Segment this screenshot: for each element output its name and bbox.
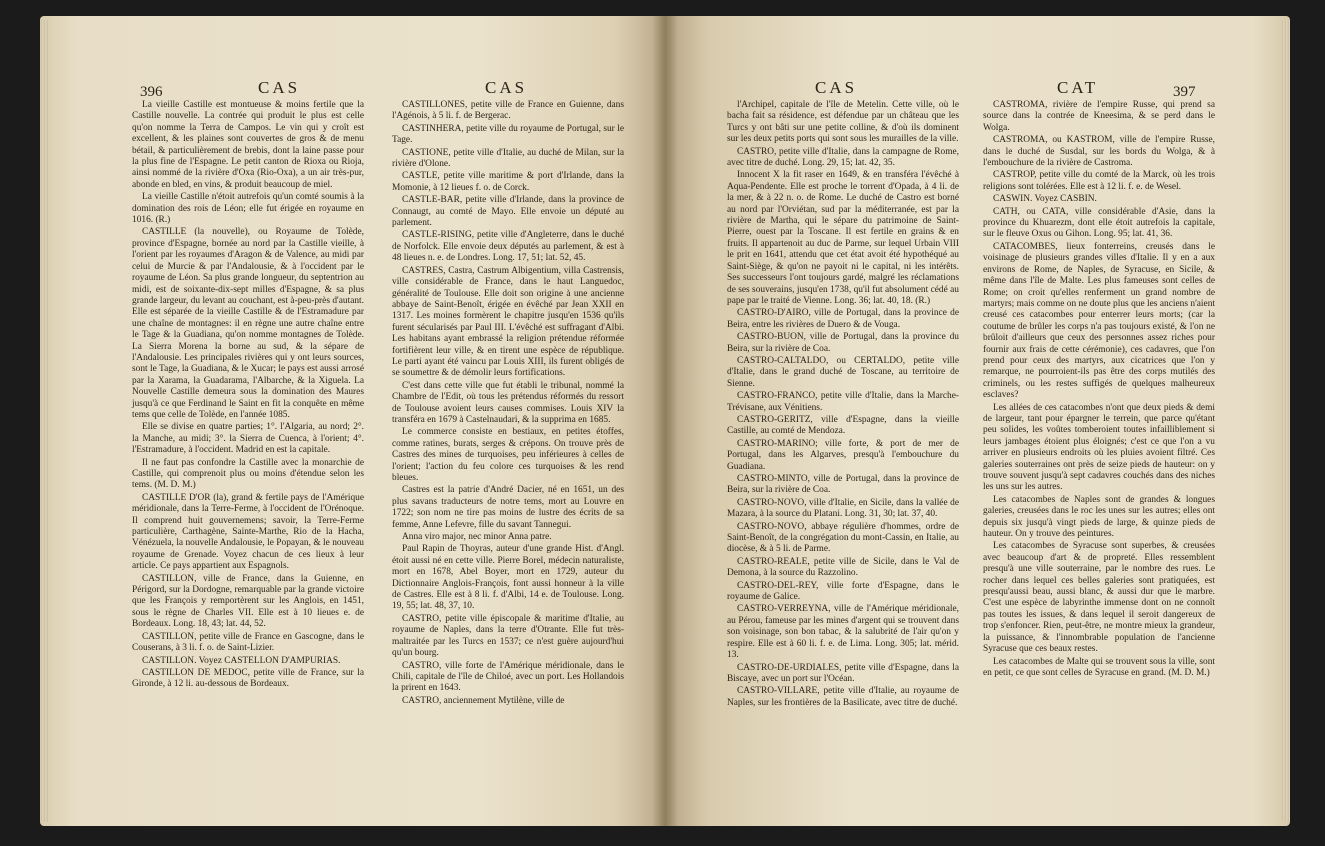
- entry-paragraph: Il ne faut pas confondre la Castille avec la monarchie de Castille, qui comprenoit plus ou moins d'étendue selon les tems. (M. D. M.): [132, 457, 364, 491]
- entry-paragraph: CASTILLE (la nouvelle), ou Royaume de Tolède, province d'Espagne, bornée au nord par la Castille vieille, à l'orient par les royaumes d'Aragon & de Valence, au midi par celui de Murcie & par l'Andalousie, & à l'occident par le royaume de Léon. Sa plus grande longueur, du septentrion au midi, est de soixante-dix-sept milles d'Espagne, & sa plus grande largeur, du levant au couchant, est à-peu-près d'autant. Elle est séparée de la vieille Castille & de l'Estramadure par une chaîne de montagnes: il en règne une autre chaîne entre le Tage & la Guadiana, qu'on nomme montagnes de Tolède. La Sierra Morena la borne au sud, & la sépare de l'Andalousie. Les principales rivières qui y ont leurs sources, sont le Tage, la Guadiana, & le Xucar; le pays est aussi arrosé par la Xarama, la Guadarama, l'Albarche, & la Xiguela. La Nouvelle Castille demeura sous la domination des Maures jusqu'à ce que Ferdinand le Saint en fit la conquête en même tems que celle de Tolède, en l'année 1085.: [132, 227, 364, 420]
- entry-paragraph: La vieille Castille est montueuse & moins fertile que la Castille nouvelle. La contrée qui produit le plus est celle qu'on nomme la Terra de Campos. Le vin qui y croît est excellent, & les plaines sont couvertes de gros & de menu bétail, & particulièrement de brebis, dont la laine passe pour la plus fine de l'Espagne. Le petit canton de Rioxa ou Rioja, ainsi nommé de la rivière d'Oxa (Rio-Oxa), a un air très-pur, abonde en bled, en vins, & produit beaucoup de miel.: [132, 100, 364, 190]
- entry-paragraph: CASTRO-DEL-REY, ville forte d'Espagne, dans le royaume de Galice.: [727, 580, 959, 603]
- entry-paragraph: CASTRO, anciennement Mytilène, ville de: [402, 695, 565, 706]
- entry-paragraph: CASTRO-GERITZ, ville d'Espagne, dans la vieille Castille, au comté de Mendoza.: [727, 414, 959, 437]
- entry-paragraph: CATH, ou CATA, ville considérable d'Asie, dans la province du Khuarezm, dont elle étoit autrefois la capitale, sur le fleuve Oxus ou Gihon. Long. 95; lat. 41, 36.: [983, 206, 1215, 240]
- entry-paragraph: CASTRO-NOVO, ville d'Italie, en Sicile, dans la vallée de Mazara, à la source du Platani. Long. 31, 30; lat. 37, 40.: [727, 497, 959, 520]
- entry-paragraph: Les catacombes de Syracuse sont superbes, & creusées avec beaucoup d'art & de propreté. Elles ressemblent presqu'à une ville souterraine, par le nombre des rues. Le rocher dans lequel ces belles galeries sont pratiquées, est presqu'aussi beau, aussi blanc, & aussi dur que le marbre. C'est une espèce de labyrinthe immense dont on ne connoît pas toutes les issues, & dans lequel il seroit dangereux de trop s'enfoncer. Rien, peut-être, ne montre mieux la grandeur, la puissance, & l'innombrable population de l'ancienne Syracuse que ces beaux restes.: [983, 541, 1215, 655]
- entry-paragraph: CASTRO-BUON, ville de Portugal, dans la province du Beira, sur la rivière de Coa.: [727, 332, 959, 354]
- right-header-col1: CAS: [815, 78, 858, 97]
- entry-paragraph: CASTRO, petite ville épiscopale & maritime d'Italie, au royaume de Naples, dans la terre d'Otrante. Elle fut très-maltraitée par les Turcs en 1537; ce n'est guère aujourd'hui qu'un bourg.: [392, 613, 624, 659]
- entry-paragraph: CASTRES, Castra, Castrum Albigentium, villa Castrensis, ville considérable de France, dans le haut Languedoc, généralité de Toulouse. Elle doit son origine à une ancienne abbaye de Saint-Benoît, érigée en évêché par Jean XXII en 1317. Les moines formèrent le chapitre jusqu'en 1536 qu'ils furent sécularisés par Paul III. L'évêché est suffragant d'Albi. Les habitans ayant embrassé la religion prétendue réformée fortifièrent leur ville, & en tirent une espèce de république. Le parti ayant été vaincu par Louis XIII, ils furent obligés de se soumettre & de démolir leurs fortifications.: [392, 265, 624, 379]
- entry-paragraph: CASTRO-CALTALDO, ou CERTALDO, petite ville d'Italie, dans le grand duché de Toscane, au territoire de Sienne.: [727, 355, 959, 389]
- entry-paragraph: Anna viro major, nec minor Anna patre.: [402, 532, 552, 543]
- right-column-1: [727, 100, 959, 710]
- entry-paragraph: CASTILLE D'OR (la), grand & fertile pays de l'Amérique méridionale, dans la Terre-Ferme, à l'occident de l'Orénoque. Il comprend huit gouvernemens; savoir, la Terre-Ferme particulière, Carthagène, Sainte-Marthe, Rio de la Hacha, Vénézuela, la nouvelle Andalousie, le Popayan, & le nouveau royaume de Grenade. Voyez chacun de ces lieux à leur article. Ce pays appartient aux Espagnols.: [132, 492, 364, 572]
- book-gutter: [652, 16, 678, 826]
- entry-paragraph: Les allées de ces catacombes n'ont que deux pieds & demi de largeur, tant pour épargner le terrein, que parce qu'étant peu solides, les voûtes tomberoient toutes infailliblement si leurs jambages étoient plus éloignés; c'est ce que l'on a vu arriver en plusieurs endroits où les pluies avoient filtré. Ces galeries souterraines ont près de seize pieds de hauteur: on y trouve souvent jusqu'à sept cadavres couchés dans des niches les uns sur les autres.: [983, 402, 1215, 493]
- entry-paragraph: CASTRO-MARINO; ville forte, & port de mer de Portugal, dans les Algarves, presqu'à l'embouchure du Guadiana.: [727, 438, 959, 472]
- right-page-number: 397: [1173, 84, 1196, 100]
- entry-paragraph: CASTRO, ville forte de l'Amérique méridionale, dans le Chili, capitale de l'île de Chiloé, avec un port. Les Hollandois la prirent en 1643.: [392, 660, 624, 694]
- entry-paragraph: CASTILLON DE MEDOC, petite ville de France, sur la Gironde, à 12 li. au-dessous de Bordeaux.: [132, 667, 364, 690]
- right-header-col2: CAT: [1057, 78, 1099, 97]
- entry-paragraph: CATACOMBES, lieux fonterreins, creusés dans le voisinage de plusieurs grandes villes d'Italie. Il y en a aux environs de Rome, de Naples, de Syracuse, en Sicile, & même dans l'île de Malte. Les plus fameuses sont celles de Rome; on croit qu'elles renferment un grand nombre de martyrs; mais comme on ne doute plus que les anciens n'aient creusé ces catacombes pour enterrer leurs morts; (car la coutume de brûler les corps n'a pas toujours existé, & l'on ne brûloit d'ailleurs que ceux des personnes assez riches pour fournir aux frais de cette cérémonie), ces cadavres, que l'on prend pour ceux des martyrs, aux cicatrices que l'on y remarque, ne pourroient-ils pas être des corps mutilés des criminels, ou les restes suffigés de quelques malheureux esclaves?: [983, 241, 1215, 401]
- entry-paragraph: CASTRO-MINTO, ville de Portugal, dans la province de Beira, sur la rivière de Coa.: [727, 474, 959, 496]
- entry-paragraph: CASTIONE, petite ville d'Italie, au duché de Milan, sur la rivière d'Olone.: [392, 147, 624, 170]
- entry-paragraph: CASTROMA, ou KASTROM, ville de l'empire Russe, dans le duché de Susdal, sur les bords du Wolga, & à l'embouchure de la rivière de Castroma.: [983, 135, 1215, 169]
- entry-paragraph: CASTILLON, ville de France, dans la Guienne, en Périgord, sur la Dordogne, remarquable par la grande victoire que les François y remportèrent sur les Anglois, en 1451, sous le règne de Charles VII. Elle est à 10 lieues e. de Bordeaux. Long. 18, 43; lat. 44, 52.: [132, 573, 364, 630]
- entry-paragraph: CASTRO, petite ville d'Italie, dans la campagne de Rome, avec titre de duché. Long. 29, 15; lat. 42, 35.: [727, 146, 959, 169]
- entry-paragraph: CASTLE, petite ville maritime & port d'Irlande, dans la Momonie, à 12 lieues f. o. de Corck.: [392, 171, 624, 193]
- entry-paragraph: CASTINHERA, petite ville du royaume de Portugal, sur le Tage.: [392, 123, 624, 146]
- left-page-edges: [40, 20, 48, 822]
- entry-paragraph: CASTLE-RISING, petite ville d'Angleterre, dans le duché de Norfolck. Elle envoie deux députés au parlement, & est à 48 lieues n. e. de Londres. Long. 17, 51; lat. 52, 45.: [392, 230, 624, 264]
- left-column-1: [132, 100, 364, 692]
- left-column-2: [392, 100, 624, 708]
- left-page: [40, 16, 665, 826]
- left-page-number: 396: [140, 84, 163, 100]
- entry-paragraph: CASTROP, petite ville du comté de la Marck, où les trois religions sont tolérées. Elle est à 12 li. f. e. de Wesel.: [983, 170, 1215, 192]
- entry-paragraph: CASTRO-D'AIRO, ville de Portugal, dans la province de Beira, entre les rivières de Duero & de Vouga.: [727, 308, 959, 330]
- entry-paragraph: C'est dans cette ville que fut établi le tribunal, nommé la Chambre de l'Edit, où tous les prétendus réformés du ressort de Toulouse avoient leurs causes commises. Louis XIV la transféra en 1679 à Castelnaudari, & la supprima en 1685.: [392, 380, 624, 425]
- entry-paragraph: Le commerce consiste en bestiaux, en petites étoffes, comme ratines, burats, serges & crépons. On trouve près de Castres des mines de turquoises, peu inférieures à celles de l'orient; l'action du feu colore ces turquoises & les rend bleues.: [392, 427, 624, 483]
- entry-paragraph: CASTRO-VERREYNA, ville de l'Amérique méridionale, au Pérou, fameuse par les mines d'argent qui se trouvent dans son voisinage, son bon tabac, & la salubrité de l'air qu'on y respire. Elle est à 60 li. f. e. de Lima. Long. 305; lat. mérid. 13.: [727, 604, 959, 661]
- entry-paragraph: Paul Rapin de Thoyras, auteur d'une grande Hist. d'Angl. étoit aussi né en cette ville. Pierre Borel, médecin naturaliste, mort en 1678, Abel Boyer, mort en 1729, auteur du Dictionnaire Anglois-François, font aussi honneur à la ville de Castres. Elle est à 8 li. f. d'Albi, 14 e. de Toulouse. Long. 19, 55; lat. 48, 37, 10.: [392, 544, 624, 612]
- entry-paragraph: Les catacombes de Malte qui se trouvent sous la ville, sont en petit, ce que sont celles de Syracuse en grand. (M. D. M.): [983, 656, 1215, 678]
- entry-paragraph: Castres est la patrie d'André Dacier, né en 1651, un des plus savans traducteurs de notre tems, mort au Louvre en 1722; son nom ne tire pas moins de lustre des écrits de sa femme, Anne Lefevre, fille du savant Tannegui.: [392, 485, 624, 530]
- entry-paragraph: CASTRO-DE-URDIALES, petite ville d'Espagne, dans la Biscaye, avec un port sur l'Océan.: [727, 662, 959, 684]
- right-column-2: [983, 100, 1215, 680]
- entry-paragraph: CASTILLON. Voyez CASTELLON D'AMPURIAS.: [142, 655, 341, 666]
- entry-paragraph: CASTRO-FRANCO, petite ville d'Italie, dans la Marche-Trévisane, aux Vénitiens.: [727, 391, 959, 413]
- entry-paragraph: Les catacombes de Naples sont de grandes & longues galeries, creusées dans le roc les unes sur les autres; elles ont depuis six jusqu'à vingt pieds de large, & quinze pieds de hauteur. On y trouve des peintures.: [983, 494, 1215, 540]
- entry-paragraph: CASTRO-VILLARE, petite ville d'Italie, au royaume de Naples, sur les frontières de la Basilicate, avec titre de duché.: [727, 686, 959, 708]
- entry-paragraph: CASTRO-REALE, petite ville de Sicile, dans le Val de Demona, à la source du Razzolino.: [727, 556, 959, 579]
- entry-paragraph: CASTROMA, rivière de l'empire Russe, qui prend sa source dans la contrée de Kneesima, & se perd dans le Wolga.: [983, 100, 1215, 133]
- right-page-edges: [1282, 20, 1290, 822]
- left-header-col2: CAS: [485, 78, 528, 97]
- entry-paragraph: La vieille Castille n'étoit autrefois qu'un comté soumis à la domination des rois de Léon; elle fut érigée en royaume en 1016. (R.): [132, 192, 364, 226]
- entry-paragraph: l'Archipel, capitale de l'île de Metelin. Cette ville, où le bacha fait sa résidence, est défendue par un château que les Turcs y ont bâti sur une petite colline, & d'où ils dominent sur les deux petits ports qui sont sous les murailles de la ville.: [727, 100, 959, 145]
- entry-paragraph: CASTLE-BAR, petite ville d'Irlande, dans la province de Connaugt, au comté de Mayo. Elle envoie un député au parlement.: [392, 195, 624, 229]
- entry-paragraph: Innocent X la fit raser en 1649, & en transféra l'évêché à Aqua-Pendente. Elle est proche le torrent d'Opada, à 4 li. de la mer, & à 22 n. o. de Rome. Le duché de Castro est borné au nord par l'Orviétan, sud par la méditerranée, est par la rivière de Martha, qui le sépare du patrimoine de Saint-Pierre, ouest par la Toscane. Il est fertile en grains & en fruits. Il appartenoit au duc de Parme, sur lequel Urbain VIII le prit en 1641, attendu que cet état avoit été hypothéqué au Saint-Siège, & qu'on ne payoit ni le capital, ni les intérêts. Ses successeurs l'ont toujours gardé, malgré les réclamations de ses souverains, jusqu'en 1738, qu'il fut absolument cédé au pape par le traité de Vienne. Long. 36; lat. 40, 18. (R.): [727, 170, 959, 306]
- entry-paragraph: CASTRO-NOVO, abbaye régulière d'hommes, ordre de Saint-Benoît, de la congrégation du mont-Cassin, en Italie, au diocèse, & à 5 li. de Parme.: [727, 521, 959, 555]
- entry-paragraph: Elle se divise en quatre parties; 1°. l'Algaria, au nord; 2°. la Manche, au midi; 3°. la Sierra de Cuenca, à l'orient; 4°. l'Estramadure, à l'occident. Madrid en est la capitale.: [132, 422, 364, 456]
- entry-paragraph: CASTILLON, petite ville de France en Gascogne, dans le Couserans, à 3 li. f. o. de Saint-Lizier.: [132, 631, 364, 654]
- entry-paragraph: CASWIN. Voyez CASBIN.: [993, 194, 1097, 205]
- entry-paragraph: CASTILLONES, petite ville de France en Guienne, dans l'Agénois, à 5 li. f. de Bergerac.: [392, 100, 624, 122]
- open-book: [40, 6, 1290, 840]
- right-page: [665, 16, 1290, 826]
- left-header-col1: CAS: [258, 78, 301, 97]
